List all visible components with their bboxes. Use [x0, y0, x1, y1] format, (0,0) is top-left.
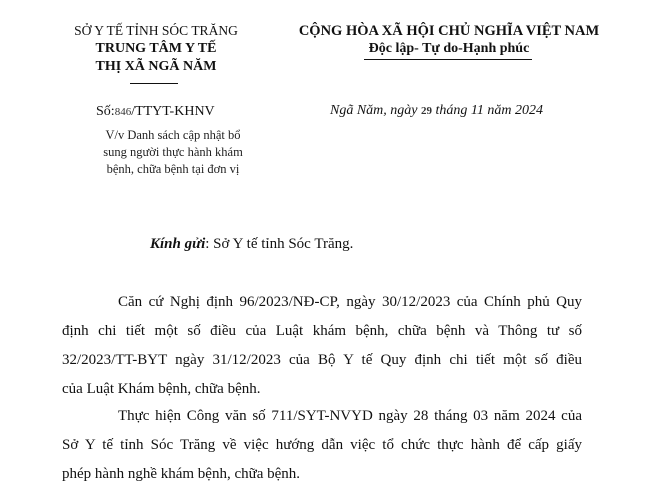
paragraph-line: 32/2023/TT-BYT ngày 31/12/2023 của Bộ Y tế Quy định chi tiết một số điều — [62, 352, 582, 368]
paragraph-line: phép hành nghề khám bệnh, chữa bệnh. — [62, 466, 301, 482]
national-header-block — [290, 22, 608, 58]
paragraph-line: của Luật Khám bệnh, chữa bệnh. — [62, 381, 261, 397]
unit-name-line2: THỊ XÃ NGÃ NĂM — [95, 59, 217, 74]
nation-title: CỘNG HÒA XÃ HỘI CHỦ NGHĨA VIỆT NAM — [298, 23, 600, 39]
recipient-label: Kính gửi — [150, 236, 206, 252]
paragraph-line: Sở Y tế tỉnh Sóc Trăng về việc hướng dẫn việc tổ chức thực hành để cấp giấy — [62, 437, 582, 453]
date-day: 29 — [421, 105, 432, 117]
body-paragraph-implementation — [62, 402, 582, 489]
motto-divider — [364, 59, 532, 60]
subject-line: bệnh, chữa bệnh tại đơn vị — [106, 162, 240, 176]
recipient-name: : Sở Y tế tỉnh Sóc Trăng. — [205, 236, 354, 252]
document-subject — [84, 127, 262, 178]
body-paragraph-legal-basis — [62, 288, 582, 404]
doc-number-prefix: Số: — [96, 104, 115, 119]
issue-date — [330, 103, 543, 119]
subject-line: sung người thực hành khám — [103, 145, 243, 159]
ministry-name: SỞ Y TẾ TỈNH SÓC TRĂNG — [74, 23, 238, 38]
paragraph-line: Căn cứ Nghị định 96/2023/NĐ-CP, ngày 30/12/2023 của Chính phủ Quy — [118, 294, 582, 310]
document-number — [96, 104, 215, 120]
national-motto: Độc lập- Tự do-Hạnh phúc — [368, 41, 530, 56]
agency-divider — [130, 83, 178, 84]
date-suffix: tháng 11 năm 2024 — [432, 103, 543, 118]
doc-number-value: 846 — [114, 106, 132, 118]
subject-line: V/v Danh sách cập nhật bổ — [105, 128, 241, 142]
unit-name-line1: TRUNG TÂM Y TẾ — [95, 41, 217, 56]
date-prefix: Ngã Năm, ngày — [330, 103, 421, 118]
paragraph-line: Thực hiện Công văn số 711/SYT-NVYD ngày 28 tháng 03 năm 2024 của — [118, 408, 582, 424]
recipient-line — [150, 236, 353, 253]
issuing-agency-block — [56, 22, 256, 76]
paragraph-line: định chi tiết một số điều của Luật khám bệnh, chữa bệnh và Thông tư số — [62, 323, 582, 339]
doc-number-suffix: /TTYT-KHNV — [131, 104, 215, 119]
